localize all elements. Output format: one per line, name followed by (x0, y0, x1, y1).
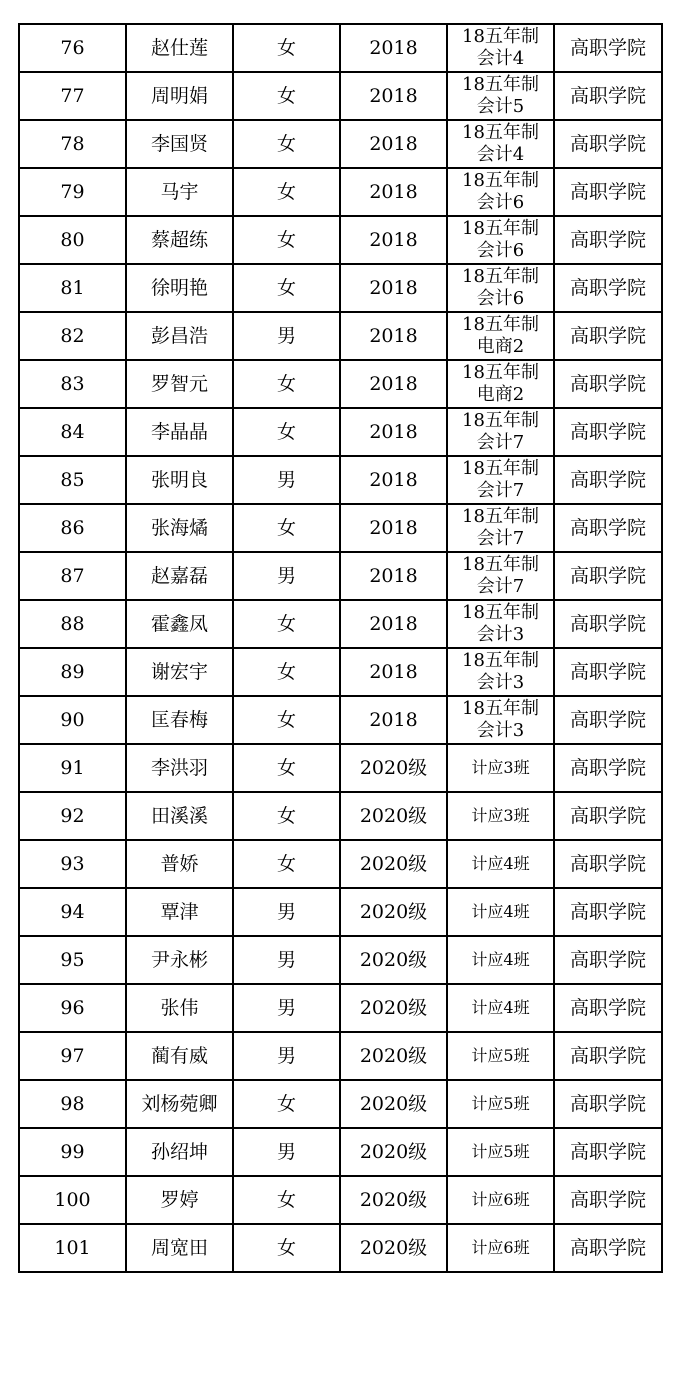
class-cell (447, 744, 554, 792)
class-line: 会计3 (476, 672, 525, 693)
college-cell: 高职学院 (554, 696, 662, 744)
class-cell (447, 936, 554, 984)
grade-cell: 2020级 (340, 1176, 447, 1224)
college-cell: 高职学院 (554, 792, 662, 840)
college-cell: 高职学院 (554, 552, 662, 600)
student-name-cell: 霍鑫凤 (126, 600, 233, 648)
class-line: 计应4班 (471, 998, 530, 1017)
grade-cell: 2018 (340, 456, 447, 504)
gender-cell: 男 (233, 456, 340, 504)
gender-cell: 女 (233, 24, 340, 72)
class-line: 18五年制 (462, 74, 539, 95)
table-row (19, 552, 662, 600)
table-row (19, 648, 662, 696)
grade-cell: 2018 (340, 168, 447, 216)
row-number-cell: 87 (19, 552, 126, 600)
gender-cell: 女 (233, 408, 340, 456)
table-row (19, 744, 662, 792)
table-row (19, 408, 662, 456)
college-cell: 高职学院 (554, 264, 662, 312)
row-number-cell: 98 (19, 1080, 126, 1128)
table-row (19, 1080, 662, 1128)
class-line: 会计7 (476, 528, 525, 549)
gender-cell: 女 (233, 264, 340, 312)
gender-cell: 男 (233, 1128, 340, 1176)
college-cell: 高职学院 (554, 1032, 662, 1080)
student-name-cell: 匡春梅 (126, 696, 233, 744)
class-line: 18五年制 (462, 698, 539, 719)
college-cell: 高职学院 (554, 600, 662, 648)
student-name-cell: 尹永彬 (126, 936, 233, 984)
class-line: 会计6 (476, 192, 525, 213)
class-cell (447, 120, 554, 168)
college-cell: 高职学院 (554, 312, 662, 360)
class-line: 18五年制 (462, 26, 539, 47)
grade-cell: 2020级 (340, 984, 447, 1032)
class-cell (447, 264, 554, 312)
class-line: 18五年制 (462, 314, 539, 335)
gender-cell: 女 (233, 168, 340, 216)
row-number-cell: 95 (19, 936, 126, 984)
class-line: 计应6班 (471, 1238, 530, 1257)
class-line: 会计4 (476, 144, 525, 165)
class-cell (447, 1128, 554, 1176)
college-cell: 高职学院 (554, 72, 662, 120)
class-line: 18五年制 (462, 554, 539, 575)
row-number-cell: 81 (19, 264, 126, 312)
grade-cell: 2018 (340, 216, 447, 264)
grade-cell: 2018 (340, 312, 447, 360)
grade-cell: 2018 (340, 696, 447, 744)
class-cell (447, 216, 554, 264)
grade-cell: 2018 (340, 552, 447, 600)
gender-cell: 女 (233, 72, 340, 120)
grade-cell: 2018 (340, 648, 447, 696)
class-line: 会计7 (476, 480, 525, 501)
row-number-cell: 92 (19, 792, 126, 840)
student-name-cell: 罗智元 (126, 360, 233, 408)
class-cell (447, 168, 554, 216)
table-row (19, 168, 662, 216)
college-cell: 高职学院 (554, 408, 662, 456)
class-line: 会计5 (476, 96, 525, 117)
gender-cell: 男 (233, 888, 340, 936)
college-cell: 高职学院 (554, 120, 662, 168)
class-line: 会计6 (476, 288, 525, 309)
grade-cell: 2020级 (340, 888, 447, 936)
student-name-cell: 张伟 (126, 984, 233, 1032)
class-line: 计应3班 (471, 806, 530, 825)
class-line: 计应6班 (471, 1190, 530, 1209)
student-name-cell: 罗婷 (126, 1176, 233, 1224)
class-line: 计应4班 (471, 854, 530, 873)
class-line: 计应5班 (471, 1094, 530, 1113)
row-number-cell: 91 (19, 744, 126, 792)
grade-cell: 2018 (340, 600, 447, 648)
student-name-cell: 马宇 (126, 168, 233, 216)
student-name-cell: 李晶晶 (126, 408, 233, 456)
class-cell (447, 792, 554, 840)
student-roster-table (18, 23, 663, 1273)
gender-cell: 女 (233, 1176, 340, 1224)
class-cell (447, 408, 554, 456)
row-number-cell: 80 (19, 216, 126, 264)
grade-cell: 2020级 (340, 840, 447, 888)
college-cell: 高职学院 (554, 888, 662, 936)
class-line: 18五年制 (462, 266, 539, 287)
row-number-cell: 100 (19, 1176, 126, 1224)
row-number-cell: 86 (19, 504, 126, 552)
row-number-cell: 93 (19, 840, 126, 888)
gender-cell: 女 (233, 840, 340, 888)
class-line: 计应4班 (471, 902, 530, 921)
class-line: 18五年制 (462, 506, 539, 527)
class-line: 18五年制 (462, 410, 539, 431)
class-line: 会计3 (476, 624, 525, 645)
class-cell (447, 552, 554, 600)
class-cell (447, 360, 554, 408)
student-name-cell: 张明良 (126, 456, 233, 504)
class-cell (447, 72, 554, 120)
class-line: 18五年制 (462, 218, 539, 239)
class-line: 会计6 (476, 240, 525, 261)
class-line: 计应4班 (471, 950, 530, 969)
gender-cell: 女 (233, 216, 340, 264)
class-line: 计应3班 (471, 758, 530, 777)
table-row (19, 24, 662, 72)
grade-cell: 2020级 (340, 1032, 447, 1080)
class-cell (447, 888, 554, 936)
college-cell: 高职学院 (554, 936, 662, 984)
grade-cell: 2020级 (340, 792, 447, 840)
college-cell: 高职学院 (554, 1128, 662, 1176)
class-cell (447, 840, 554, 888)
table-row (19, 792, 662, 840)
college-cell: 高职学院 (554, 1080, 662, 1128)
student-name-cell: 蔡超练 (126, 216, 233, 264)
grade-cell: 2018 (340, 360, 447, 408)
student-name-cell: 徐明艳 (126, 264, 233, 312)
class-cell (447, 984, 554, 1032)
gender-cell: 女 (233, 120, 340, 168)
class-cell (447, 312, 554, 360)
class-line: 18五年制 (462, 170, 539, 191)
table-row (19, 696, 662, 744)
row-number-cell: 94 (19, 888, 126, 936)
class-cell (447, 1032, 554, 1080)
class-line: 电商2 (476, 336, 525, 357)
class-line: 会计3 (476, 720, 525, 741)
student-name-cell: 谢宏宇 (126, 648, 233, 696)
grade-cell: 2018 (340, 504, 447, 552)
college-cell: 高职学院 (554, 24, 662, 72)
class-line: 电商2 (476, 384, 525, 405)
class-line: 计应5班 (471, 1142, 530, 1161)
table-row (19, 312, 662, 360)
class-line: 会计7 (476, 432, 525, 453)
grade-cell: 2020级 (340, 1080, 447, 1128)
class-line: 18五年制 (462, 458, 539, 479)
grade-cell: 2020级 (340, 1224, 447, 1272)
table-row (19, 1032, 662, 1080)
college-cell: 高职学院 (554, 456, 662, 504)
row-number-cell: 99 (19, 1128, 126, 1176)
row-number-cell: 82 (19, 312, 126, 360)
student-name-cell: 彭昌浩 (126, 312, 233, 360)
table-row (19, 840, 662, 888)
row-number-cell: 101 (19, 1224, 126, 1272)
table-row (19, 1176, 662, 1224)
student-name-cell: 周明娟 (126, 72, 233, 120)
class-line: 18五年制 (462, 122, 539, 143)
row-number-cell: 97 (19, 1032, 126, 1080)
gender-cell: 男 (233, 312, 340, 360)
student-name-cell: 张海燏 (126, 504, 233, 552)
row-number-cell: 90 (19, 696, 126, 744)
class-cell (447, 1176, 554, 1224)
row-number-cell: 83 (19, 360, 126, 408)
class-line: 计应5班 (471, 1046, 530, 1065)
row-number-cell: 88 (19, 600, 126, 648)
college-cell: 高职学院 (554, 216, 662, 264)
table-row (19, 1224, 662, 1272)
class-line: 18五年制 (462, 362, 539, 383)
row-number-cell: 85 (19, 456, 126, 504)
row-number-cell: 79 (19, 168, 126, 216)
gender-cell: 女 (233, 1080, 340, 1128)
student-name-cell: 普娇 (126, 840, 233, 888)
student-name-cell: 覃津 (126, 888, 233, 936)
college-cell: 高职学院 (554, 360, 662, 408)
class-line: 会计4 (476, 48, 525, 69)
gender-cell: 女 (233, 1224, 340, 1272)
row-number-cell: 96 (19, 984, 126, 1032)
grade-cell: 2018 (340, 120, 447, 168)
class-cell (447, 504, 554, 552)
gender-cell: 男 (233, 984, 340, 1032)
grade-cell: 2018 (340, 408, 447, 456)
college-cell: 高职学院 (554, 744, 662, 792)
class-line: 18五年制 (462, 650, 539, 671)
gender-cell: 女 (233, 744, 340, 792)
table-row (19, 984, 662, 1032)
table-row (19, 936, 662, 984)
student-name-cell: 周宽田 (126, 1224, 233, 1272)
table-row (19, 216, 662, 264)
student-name-cell: 李洪羽 (126, 744, 233, 792)
student-name-cell: 刘杨菀卿 (126, 1080, 233, 1128)
table-row (19, 504, 662, 552)
table-row (19, 360, 662, 408)
table-row (19, 600, 662, 648)
table-row (19, 456, 662, 504)
student-name-cell: 李国贤 (126, 120, 233, 168)
college-cell: 高职学院 (554, 648, 662, 696)
gender-cell: 女 (233, 648, 340, 696)
row-number-cell: 84 (19, 408, 126, 456)
student-name-cell: 赵嘉磊 (126, 552, 233, 600)
gender-cell: 女 (233, 600, 340, 648)
college-cell: 高职学院 (554, 984, 662, 1032)
grade-cell: 2020级 (340, 936, 447, 984)
grade-cell: 2018 (340, 24, 447, 72)
student-name-cell: 孙绍坤 (126, 1128, 233, 1176)
gender-cell: 男 (233, 552, 340, 600)
gender-cell: 男 (233, 936, 340, 984)
class-cell (447, 1080, 554, 1128)
table-row (19, 888, 662, 936)
row-number-cell: 76 (19, 24, 126, 72)
grade-cell: 2020级 (340, 1128, 447, 1176)
student-name-cell: 赵仕莲 (126, 24, 233, 72)
row-number-cell: 78 (19, 120, 126, 168)
table-row (19, 264, 662, 312)
class-cell (447, 24, 554, 72)
gender-cell: 女 (233, 504, 340, 552)
class-cell (447, 600, 554, 648)
college-cell: 高职学院 (554, 840, 662, 888)
gender-cell: 女 (233, 360, 340, 408)
college-cell: 高职学院 (554, 1224, 662, 1272)
class-line: 会计7 (476, 576, 525, 597)
class-cell (447, 696, 554, 744)
table-row (19, 120, 662, 168)
college-cell: 高职学院 (554, 504, 662, 552)
roster-body (19, 24, 662, 1272)
gender-cell: 女 (233, 792, 340, 840)
student-name-cell: 蔺有威 (126, 1032, 233, 1080)
class-cell (447, 648, 554, 696)
class-cell (447, 1224, 554, 1272)
gender-cell: 女 (233, 696, 340, 744)
college-cell: 高职学院 (554, 1176, 662, 1224)
grade-cell: 2020级 (340, 744, 447, 792)
gender-cell: 男 (233, 1032, 340, 1080)
grade-cell: 2018 (340, 264, 447, 312)
row-number-cell: 77 (19, 72, 126, 120)
college-cell: 高职学院 (554, 168, 662, 216)
grade-cell: 2018 (340, 72, 447, 120)
row-number-cell: 89 (19, 648, 126, 696)
table-row (19, 1128, 662, 1176)
class-cell (447, 456, 554, 504)
table-row (19, 72, 662, 120)
class-line: 18五年制 (462, 602, 539, 623)
student-name-cell: 田溪溪 (126, 792, 233, 840)
